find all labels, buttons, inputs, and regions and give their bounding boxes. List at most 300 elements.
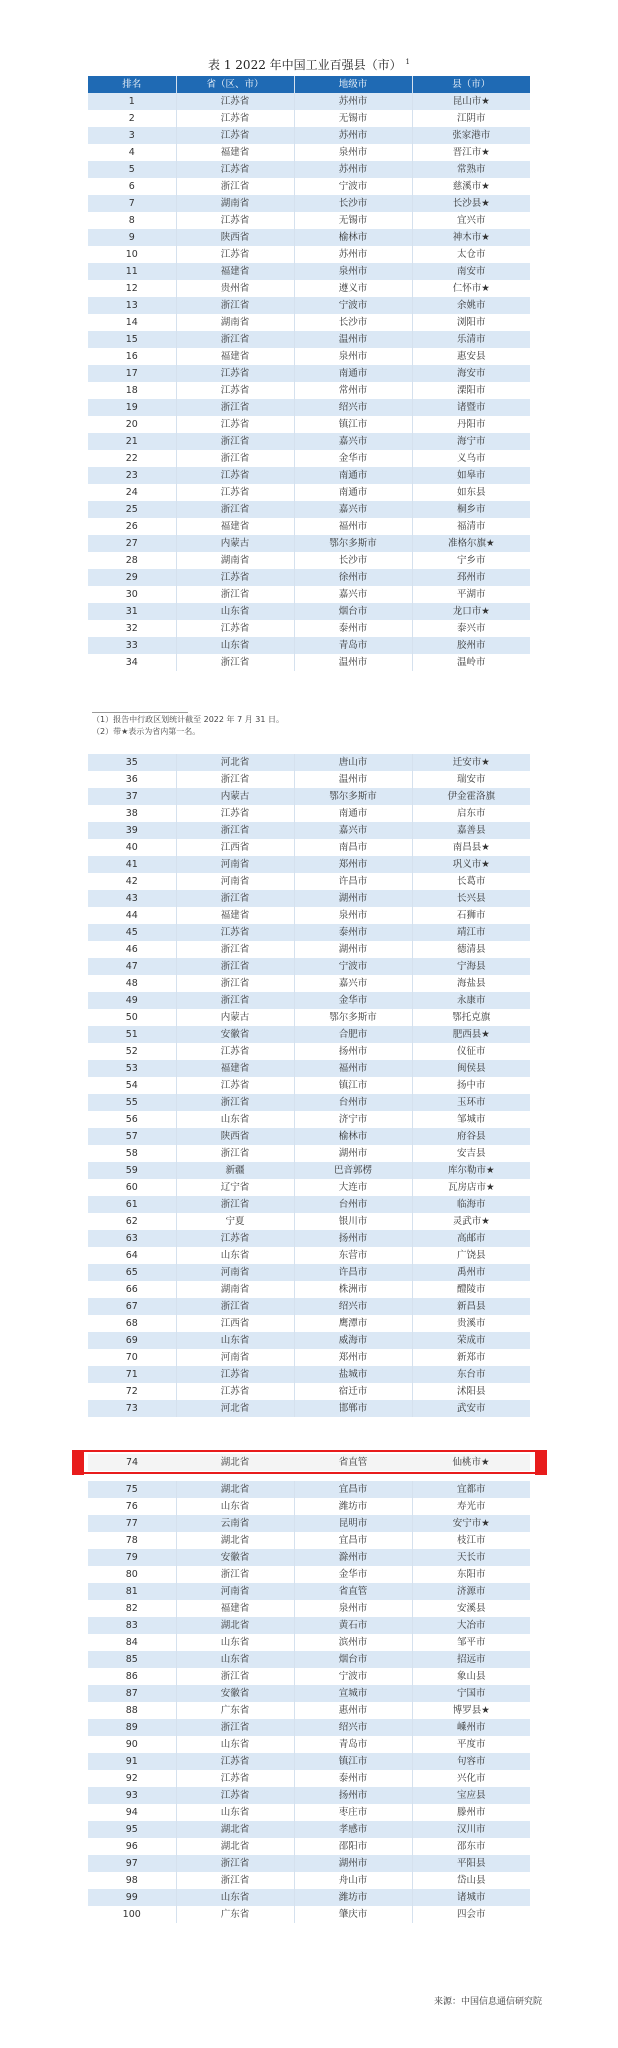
table-row: [88, 161, 530, 178]
cell-county: 宁乡市: [412, 552, 530, 569]
cell-province: 浙江省: [176, 331, 294, 348]
cell-prefecture: 泉州市: [294, 263, 412, 280]
cell-county: 江阴市: [412, 110, 530, 127]
cell-prefecture: 南通市: [294, 467, 412, 484]
highlight-marker-left: [72, 1450, 84, 1475]
cell-rank: 91: [88, 1753, 176, 1770]
cell-rank: 27: [88, 535, 176, 552]
cell-rank: 100: [88, 1906, 176, 1923]
cell-province: 江苏省: [176, 1383, 294, 1400]
cell-province: 内蒙古: [176, 788, 294, 805]
cell-province: 浙江省: [176, 975, 294, 992]
cell-county: 句容市: [412, 1753, 530, 1770]
cell-rank: 37: [88, 788, 176, 805]
cell-province: 江苏省: [176, 467, 294, 484]
title-footnote-mark: 1: [405, 58, 410, 66]
table-row: [88, 1668, 530, 1685]
table-row: [88, 1264, 530, 1281]
cell-county: 长沙县★: [412, 195, 530, 212]
cell-county: 肥西县★: [412, 1026, 530, 1043]
cell-rank: 28: [88, 552, 176, 569]
cell-county: 安宁市★: [412, 1515, 530, 1532]
cell-rank: 57: [88, 1128, 176, 1145]
cell-province: 湖北省: [176, 1617, 294, 1634]
cell-prefecture: 宁波市: [294, 297, 412, 314]
cell-county: 安溪县: [412, 1600, 530, 1617]
cell-province: 浙江省: [176, 771, 294, 788]
cell-prefecture: 南通市: [294, 484, 412, 501]
cell-county: 滕州市: [412, 1804, 530, 1821]
table-row: [88, 1179, 530, 1196]
cell-province: 浙江省: [176, 1872, 294, 1889]
cell-prefecture: 潍坊市: [294, 1889, 412, 1906]
cell-rank: 79: [88, 1549, 176, 1566]
cell-prefecture: 许昌市: [294, 873, 412, 890]
cell-prefecture: 宜昌市: [294, 1532, 412, 1549]
cell-county: 平湖市: [412, 586, 530, 603]
table-row: [88, 518, 530, 535]
cell-province: 福建省: [176, 518, 294, 535]
cell-rank: 10: [88, 246, 176, 263]
cell-rank: 89: [88, 1719, 176, 1736]
cell-province: 安徽省: [176, 1685, 294, 1702]
cell-rank: 18: [88, 382, 176, 399]
cell-province: 江苏省: [176, 805, 294, 822]
cell-province: 浙江省: [176, 1145, 294, 1162]
cell-prefecture: 嘉兴市: [294, 975, 412, 992]
cell-prefecture: 嘉兴市: [294, 586, 412, 603]
cell-county: 兴化市: [412, 1770, 530, 1787]
table-row: [88, 399, 530, 416]
cell-county: 贵溪市: [412, 1315, 530, 1332]
cell-province: 湖南省: [176, 552, 294, 569]
cell-province: 陕西省: [176, 229, 294, 246]
cell-rank: 22: [88, 450, 176, 467]
cell-county: 嘉善县: [412, 822, 530, 839]
table-row: [88, 1247, 530, 1264]
cell-rank: 38: [88, 805, 176, 822]
table-row: [88, 1838, 530, 1855]
cell-county: 天长市: [412, 1549, 530, 1566]
table-row: [88, 1702, 530, 1719]
cell-prefecture: 惠州市: [294, 1702, 412, 1719]
cell-province: 山东省: [176, 603, 294, 620]
cell-rank: 2: [88, 110, 176, 127]
cell-county: 丹阳市: [412, 416, 530, 433]
cell-county: 平度市: [412, 1736, 530, 1753]
cell-rank: 83: [88, 1617, 176, 1634]
cell-prefecture: 泉州市: [294, 348, 412, 365]
cell-county: 库尔勒市★: [412, 1162, 530, 1179]
cell-rank: 6: [88, 178, 176, 195]
cell-county: 诸暨市: [412, 399, 530, 416]
cell-prefecture: 大连市: [294, 1179, 412, 1196]
cell-prefecture: 无锡市: [294, 110, 412, 127]
cell-county: 桐乡市: [412, 501, 530, 518]
cell-county: 大冶市: [412, 1617, 530, 1634]
table-row: [88, 1315, 530, 1332]
cell-province: 浙江省: [176, 822, 294, 839]
cell-prefecture: 福州市: [294, 1060, 412, 1077]
table-row: [88, 552, 530, 569]
cell-rank: 51: [88, 1026, 176, 1043]
table-row: [88, 467, 530, 484]
cell-province: 浙江省: [176, 501, 294, 518]
cell-rank: 96: [88, 1838, 176, 1855]
table-row: [88, 856, 530, 873]
table-row: [88, 1400, 530, 1417]
cell-county: 永康市: [412, 992, 530, 1009]
cell-rank: 73: [88, 1400, 176, 1417]
cell-prefecture: 鄂尔多斯市: [294, 788, 412, 805]
cell-county: 浏阳市: [412, 314, 530, 331]
cell-prefecture: 扬州市: [294, 1043, 412, 1060]
cell-county: 府谷县: [412, 1128, 530, 1145]
cell-province: 福建省: [176, 263, 294, 280]
cell-province: 河北省: [176, 1400, 294, 1417]
cell-rank: 39: [88, 822, 176, 839]
cell-prefecture: 鹰潭市: [294, 1315, 412, 1332]
cell-province: 浙江省: [176, 1196, 294, 1213]
cell-prefecture: 福州市: [294, 518, 412, 535]
cell-province: 浙江省: [176, 1298, 294, 1315]
cell-county: 温岭市: [412, 654, 530, 671]
cell-rank: 59: [88, 1162, 176, 1179]
cell-county: 广饶县: [412, 1247, 530, 1264]
cell-rank: 63: [88, 1230, 176, 1247]
cell-county: 晋江市★: [412, 144, 530, 161]
table-row: [88, 501, 530, 518]
cell-rank: 12: [88, 280, 176, 297]
table-row: [88, 890, 530, 907]
highlighted-province: 湖北省: [220, 1457, 250, 1468]
cell-prefecture: 南通市: [294, 365, 412, 382]
cell-county: 南安市: [412, 263, 530, 280]
highlighted-rank: 74: [125, 1457, 139, 1468]
table-row: [88, 1770, 530, 1787]
table-row: [88, 907, 530, 924]
cell-county: 伊金霍洛旗: [412, 788, 530, 805]
cell-county: 准格尔旗★: [412, 535, 530, 552]
cell-prefecture: 肇庆市: [294, 1906, 412, 1923]
cell-province: 河北省: [176, 754, 294, 771]
cell-county: 巩义市★: [412, 856, 530, 873]
cell-province: 江苏省: [176, 1077, 294, 1094]
cell-county: 启东市: [412, 805, 530, 822]
cell-rank: 9: [88, 229, 176, 246]
table-row: [88, 144, 530, 161]
cell-rank: 13: [88, 297, 176, 314]
cell-county: 新郑市: [412, 1349, 530, 1366]
cell-prefecture: 东营市: [294, 1247, 412, 1264]
cell-county: 新昌县: [412, 1298, 530, 1315]
cell-province: 江西省: [176, 1315, 294, 1332]
cell-prefecture: 盐城市: [294, 1366, 412, 1383]
cell-prefecture: 苏州市: [294, 246, 412, 263]
cell-province: 浙江省: [176, 1668, 294, 1685]
cell-county: 乐清市: [412, 331, 530, 348]
cell-prefecture: 邵阳市: [294, 1838, 412, 1855]
cell-rank: 30: [88, 586, 176, 603]
cell-county: 灵武市★: [412, 1213, 530, 1230]
cell-rank: 99: [88, 1889, 176, 1906]
table-row: [88, 297, 530, 314]
cell-county: 宁海县: [412, 958, 530, 975]
cell-rank: 34: [88, 654, 176, 671]
cell-rank: 56: [88, 1111, 176, 1128]
table-row: [88, 1498, 530, 1515]
cell-county: 邵东市: [412, 1838, 530, 1855]
cell-rank: 66: [88, 1281, 176, 1298]
cell-prefecture: 无锡市: [294, 212, 412, 229]
table-row: [88, 620, 530, 637]
cell-province: 江苏省: [176, 246, 294, 263]
cell-county: 胶州市: [412, 637, 530, 654]
table-row: [88, 873, 530, 890]
table-row: [88, 941, 530, 958]
cell-province: 湖北省: [176, 1838, 294, 1855]
cell-rank: 87: [88, 1685, 176, 1702]
cell-province: 广东省: [176, 1906, 294, 1923]
cell-county: 海宁市: [412, 433, 530, 450]
cell-province: 山东省: [176, 1651, 294, 1668]
table-row: [88, 1906, 530, 1923]
cell-county: 四会市: [412, 1906, 530, 1923]
cell-province: 江苏省: [176, 924, 294, 941]
cell-prefecture: 镇江市: [294, 1753, 412, 1770]
cell-province: 江苏省: [176, 127, 294, 144]
cell-county: 瑞安市: [412, 771, 530, 788]
cell-county: 溧阳市: [412, 382, 530, 399]
cell-county: 安吉县: [412, 1145, 530, 1162]
cell-county: 长兴县: [412, 890, 530, 907]
table-row: [88, 654, 530, 671]
cell-rank: 53: [88, 1060, 176, 1077]
cell-rank: 15: [88, 331, 176, 348]
cell-rank: 14: [88, 314, 176, 331]
cell-province: 浙江省: [176, 1719, 294, 1736]
cell-province: 江苏省: [176, 1787, 294, 1804]
cell-province: 新疆: [176, 1162, 294, 1179]
cell-prefecture: 金华市: [294, 450, 412, 467]
cell-county: 南昌县★: [412, 839, 530, 856]
cell-county: 龙口市★: [412, 603, 530, 620]
cell-prefecture: 济宁市: [294, 1111, 412, 1128]
cell-prefecture: 银川市: [294, 1213, 412, 1230]
cell-province: 浙江省: [176, 1094, 294, 1111]
cell-rank: 52: [88, 1043, 176, 1060]
cell-rank: 43: [88, 890, 176, 907]
cell-prefecture: 扬州市: [294, 1230, 412, 1247]
cell-prefecture: 湖州市: [294, 890, 412, 907]
cell-prefecture: 宁波市: [294, 178, 412, 195]
cell-prefecture: 温州市: [294, 331, 412, 348]
table-row: [88, 1128, 530, 1145]
cell-county: 瓦房店市★: [412, 1179, 530, 1196]
table-row: [88, 1634, 530, 1651]
table-row: [88, 1145, 530, 1162]
cell-rank: 60: [88, 1179, 176, 1196]
cell-county: 如皋市: [412, 467, 530, 484]
table-body-part-3: [88, 1481, 530, 1923]
cell-province: 江苏省: [176, 620, 294, 637]
table-row: [88, 263, 530, 280]
cell-county: 禹州市: [412, 1264, 530, 1281]
cell-rank: 92: [88, 1770, 176, 1787]
table-row: [88, 110, 530, 127]
cell-prefecture: 绍兴市: [294, 1719, 412, 1736]
ranking-table-part-3: [88, 1481, 530, 1923]
cell-province: 江苏省: [176, 1770, 294, 1787]
cell-county: 汉川市: [412, 1821, 530, 1838]
cell-prefecture: 金华市: [294, 1566, 412, 1583]
cell-province: 湖北省: [176, 1532, 294, 1549]
cell-prefecture: 宣城市: [294, 1685, 412, 1702]
table-row: [88, 1651, 530, 1668]
cell-rank: 82: [88, 1600, 176, 1617]
cell-province: 福建省: [176, 348, 294, 365]
cell-prefecture: 温州市: [294, 771, 412, 788]
cell-province: 浙江省: [176, 178, 294, 195]
ranking-table-part-1: [88, 76, 530, 671]
cell-county: 宜兴市: [412, 212, 530, 229]
cell-rank: 88: [88, 1702, 176, 1719]
cell-prefecture: 合肥市: [294, 1026, 412, 1043]
cell-province: 湖北省: [176, 1821, 294, 1838]
cell-prefecture: 嘉兴市: [294, 822, 412, 839]
cell-rank: 36: [88, 771, 176, 788]
cell-county: 泰兴市: [412, 620, 530, 637]
table-row: [88, 788, 530, 805]
cell-county: 义乌市: [412, 450, 530, 467]
cell-rank: 32: [88, 620, 176, 637]
cell-rank: 50: [88, 1009, 176, 1026]
cell-province: 江苏省: [176, 161, 294, 178]
cell-prefecture: 泉州市: [294, 144, 412, 161]
cell-prefecture: 镇江市: [294, 416, 412, 433]
cell-rank: 11: [88, 263, 176, 280]
cell-prefecture: 泉州市: [294, 907, 412, 924]
table-row: [88, 839, 530, 856]
cell-county: 玉环市: [412, 1094, 530, 1111]
cell-prefecture: 镇江市: [294, 1077, 412, 1094]
cell-prefecture: 省直管: [294, 1583, 412, 1600]
cell-rank: 80: [88, 1566, 176, 1583]
cell-province: 浙江省: [176, 450, 294, 467]
cell-province: 浙江省: [176, 958, 294, 975]
table-row: [88, 484, 530, 501]
cell-province: 山东省: [176, 1804, 294, 1821]
table-row: [88, 569, 530, 586]
highlight-frame: [80, 1450, 538, 1474]
cell-rank: 49: [88, 992, 176, 1009]
cell-county: 招远市: [412, 1651, 530, 1668]
table-row: [88, 1060, 530, 1077]
cell-province: 内蒙古: [176, 535, 294, 552]
cell-prefecture: 徐州市: [294, 569, 412, 586]
cell-rank: 45: [88, 924, 176, 941]
cell-prefecture: 长沙市: [294, 314, 412, 331]
cell-prefecture: 威海市: [294, 1332, 412, 1349]
cell-province: 江西省: [176, 839, 294, 856]
table-row: [88, 1855, 530, 1872]
source-note: 来源：中国信息通信研究院: [433, 1997, 542, 2007]
table-row: [88, 1889, 530, 1906]
cell-rank: 5: [88, 161, 176, 178]
cell-county: 常熟市: [412, 161, 530, 178]
cell-county: 济源市: [412, 1583, 530, 1600]
cell-province: 江苏省: [176, 382, 294, 399]
table-row: [88, 1566, 530, 1583]
cell-rank: 86: [88, 1668, 176, 1685]
cell-rank: 85: [88, 1651, 176, 1668]
table-row: [88, 1583, 530, 1600]
cell-province: 辽宁省: [176, 1179, 294, 1196]
cell-county: 扬中市: [412, 1077, 530, 1094]
cell-prefecture: 绍兴市: [294, 399, 412, 416]
cell-prefecture: 泰州市: [294, 924, 412, 941]
cell-county: 宝应县: [412, 1787, 530, 1804]
cell-rank: 1: [88, 93, 176, 110]
table-row: [88, 1009, 530, 1026]
cell-county: 平阳县: [412, 1855, 530, 1872]
cell-province: 湖南省: [176, 1281, 294, 1298]
cell-province: 福建省: [176, 144, 294, 161]
cell-province: 宁夏: [176, 1213, 294, 1230]
cell-county: 惠安县: [412, 348, 530, 365]
cell-rank: 68: [88, 1315, 176, 1332]
table-body-part-2: [88, 754, 530, 1417]
cell-prefecture: 台州市: [294, 1094, 412, 1111]
cell-prefecture: 湖州市: [294, 941, 412, 958]
ranking-table-part-2: [88, 754, 530, 1417]
cell-county: 临海市: [412, 1196, 530, 1213]
table-row: [88, 754, 530, 771]
table-row: [88, 1736, 530, 1753]
cell-prefecture: 郑州市: [294, 1349, 412, 1366]
cell-rank: 76: [88, 1498, 176, 1515]
table-row: [88, 1162, 530, 1179]
cell-rank: 35: [88, 754, 176, 771]
cell-county: 鄂托克旗: [412, 1009, 530, 1026]
cell-rank: 95: [88, 1821, 176, 1838]
cell-rank: 54: [88, 1077, 176, 1094]
cell-prefecture: 鄂尔多斯市: [294, 535, 412, 552]
cell-province: 内蒙古: [176, 1009, 294, 1026]
table-row: [88, 280, 530, 297]
cell-prefecture: 泰州市: [294, 1770, 412, 1787]
table-row: [88, 603, 530, 620]
cell-prefecture: 鄂尔多斯市: [294, 1009, 412, 1026]
cell-rank: 48: [88, 975, 176, 992]
cell-prefecture: 株洲市: [294, 1281, 412, 1298]
table-row: [88, 1549, 530, 1566]
cell-province: 河南省: [176, 873, 294, 890]
cell-rank: 64: [88, 1247, 176, 1264]
cell-rank: 67: [88, 1298, 176, 1315]
table-row: [88, 1213, 530, 1230]
table-row: [88, 992, 530, 1009]
table-row: [88, 822, 530, 839]
footnote-2: （2）带★表示为省内第一名。: [92, 727, 201, 736]
cell-prefecture: 金华市: [294, 992, 412, 1009]
cell-prefecture: 温州市: [294, 654, 412, 671]
highlighted-prefecture: 省直管: [338, 1457, 368, 1468]
cell-rank: 90: [88, 1736, 176, 1753]
cell-rank: 69: [88, 1332, 176, 1349]
table-row: [88, 1719, 530, 1736]
cell-county: 邹城市: [412, 1111, 530, 1128]
